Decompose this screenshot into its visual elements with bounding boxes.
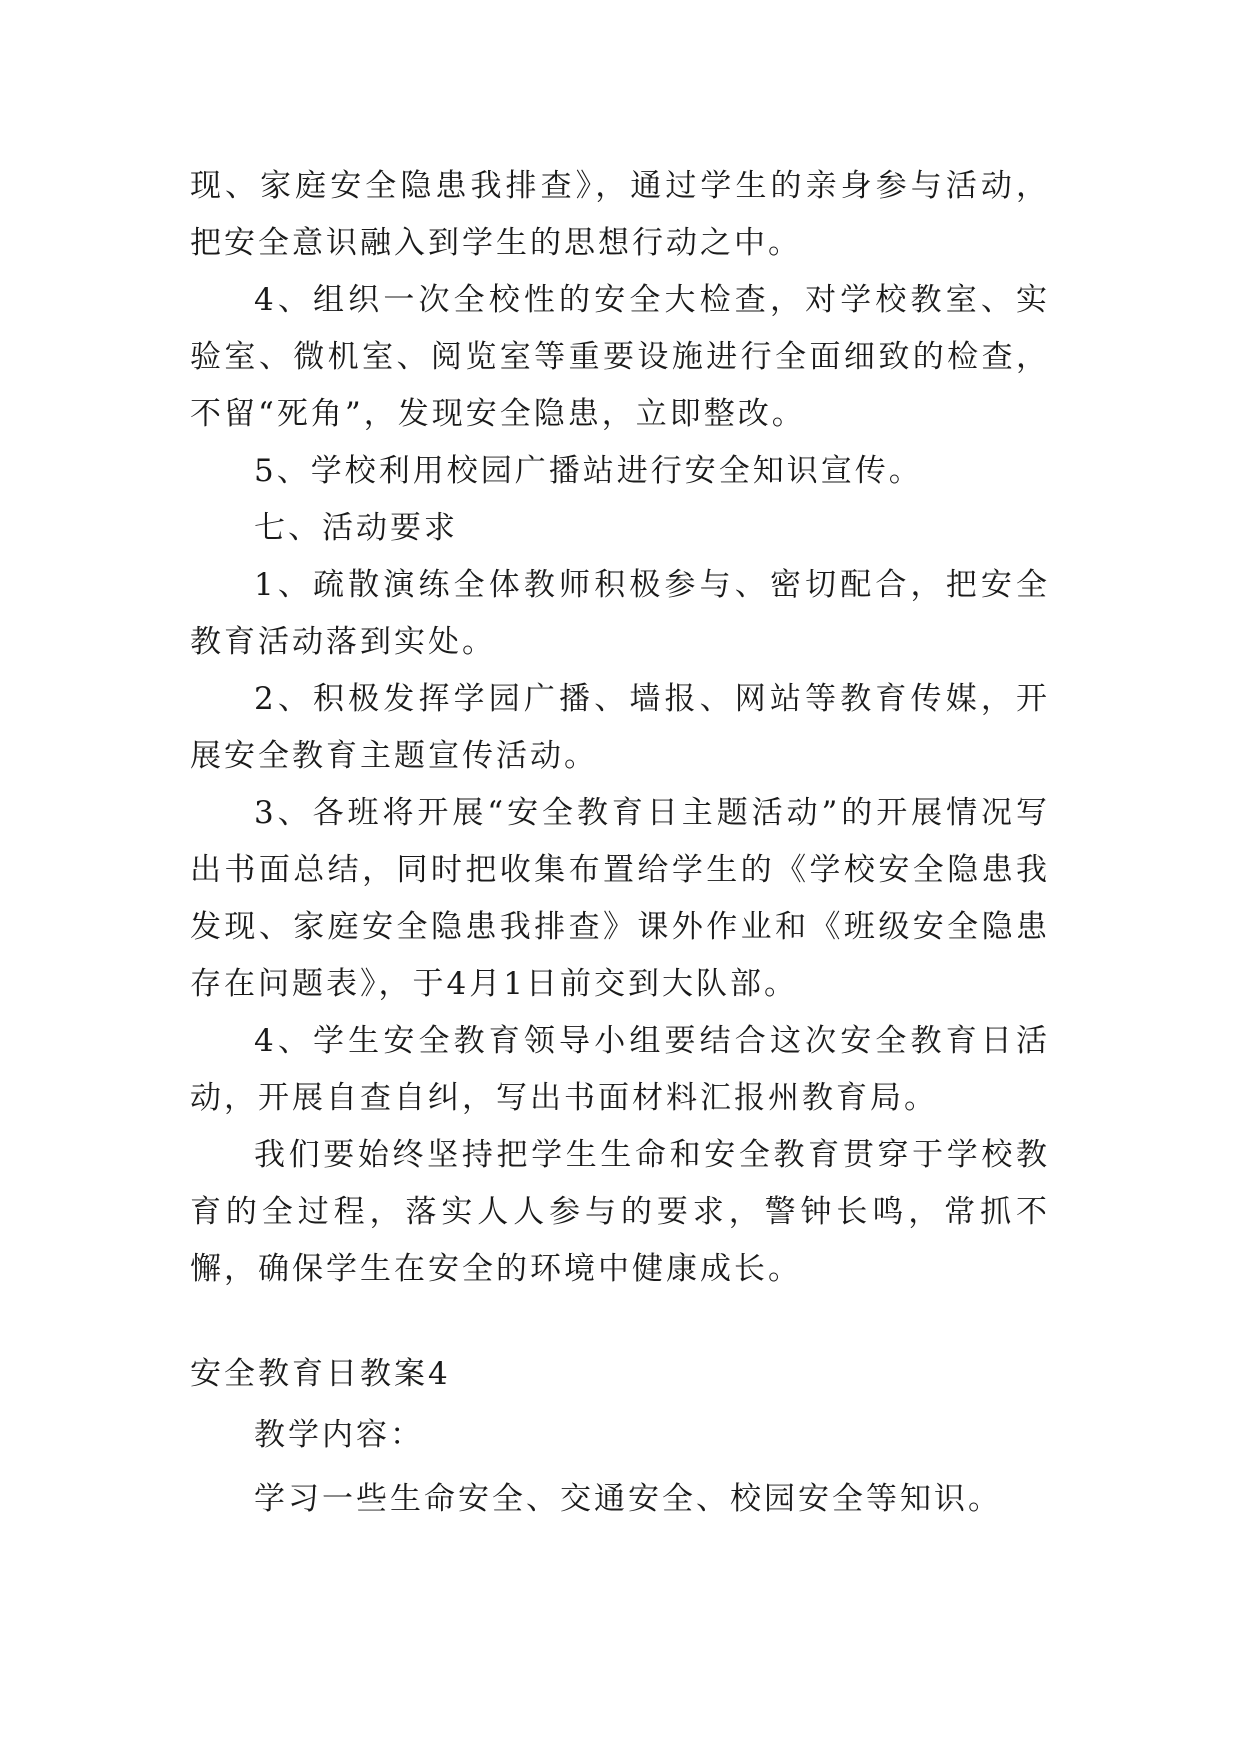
document-body	[190, 158, 1050, 1531]
paragraph-requirement-2: 2、积极发挥学园广播、墙报、网站等教育传媒，开展安全教育主题宣传活动。	[190, 681, 1050, 774]
paragraph-item-4-inspection: 4、组织一次全校性的安全大检查，对学校教室、实验室、微机室、阅览室等重要设施进行全面细致的检查，不留“死角”，发现安全隐患，立即整改。	[190, 282, 1050, 432]
section-heading-requirements: 七、活动要求	[254, 510, 458, 546]
teaching-content-label: 教学内容：	[254, 1417, 424, 1453]
paragraph-conclusion: 我们要始终坚持把学生生命和安全教育贯穿于学校教育的全过程，落实人人参与的要求，警钟长鸣，常抓不懈，确保学生在安全的环境中健康成长。	[190, 1137, 1050, 1287]
paragraph-requirement-3: 3、各班将开展“安全教育日主题活动”的开展情况写出书面总结，同时把收集布置给学生的《学校安全隐患我发现、家庭安全隐患我排查》课外作业和《班级安全隐患存在问题表》，于4月1日前交到大队部。	[190, 795, 1050, 1002]
paragraph-requirement-4: 4、学生安全教育领导小组要结合这次安全教育日活动，开展自查自纠，写出书面材料汇报州教育局。	[190, 1023, 1050, 1116]
paragraph-item-5-broadcast: 5、学校利用校园广播站进行安全知识宣传。	[254, 453, 923, 489]
paragraph-requirement-1: 1、疏散演练全体教师积极参与、密切配合，把安全教育活动落到实处。	[190, 567, 1050, 660]
teaching-content-text: 学习一些生命安全、交通安全、校园安全等知识。	[254, 1481, 1002, 1517]
lesson-plan-title: 安全教育日教案4	[190, 1356, 451, 1392]
paragraph-continuation: 现、家庭安全隐患我排查》，通过学生的亲身参与活动，把安全意识融入到学生的思想行动之中。	[190, 168, 1050, 261]
